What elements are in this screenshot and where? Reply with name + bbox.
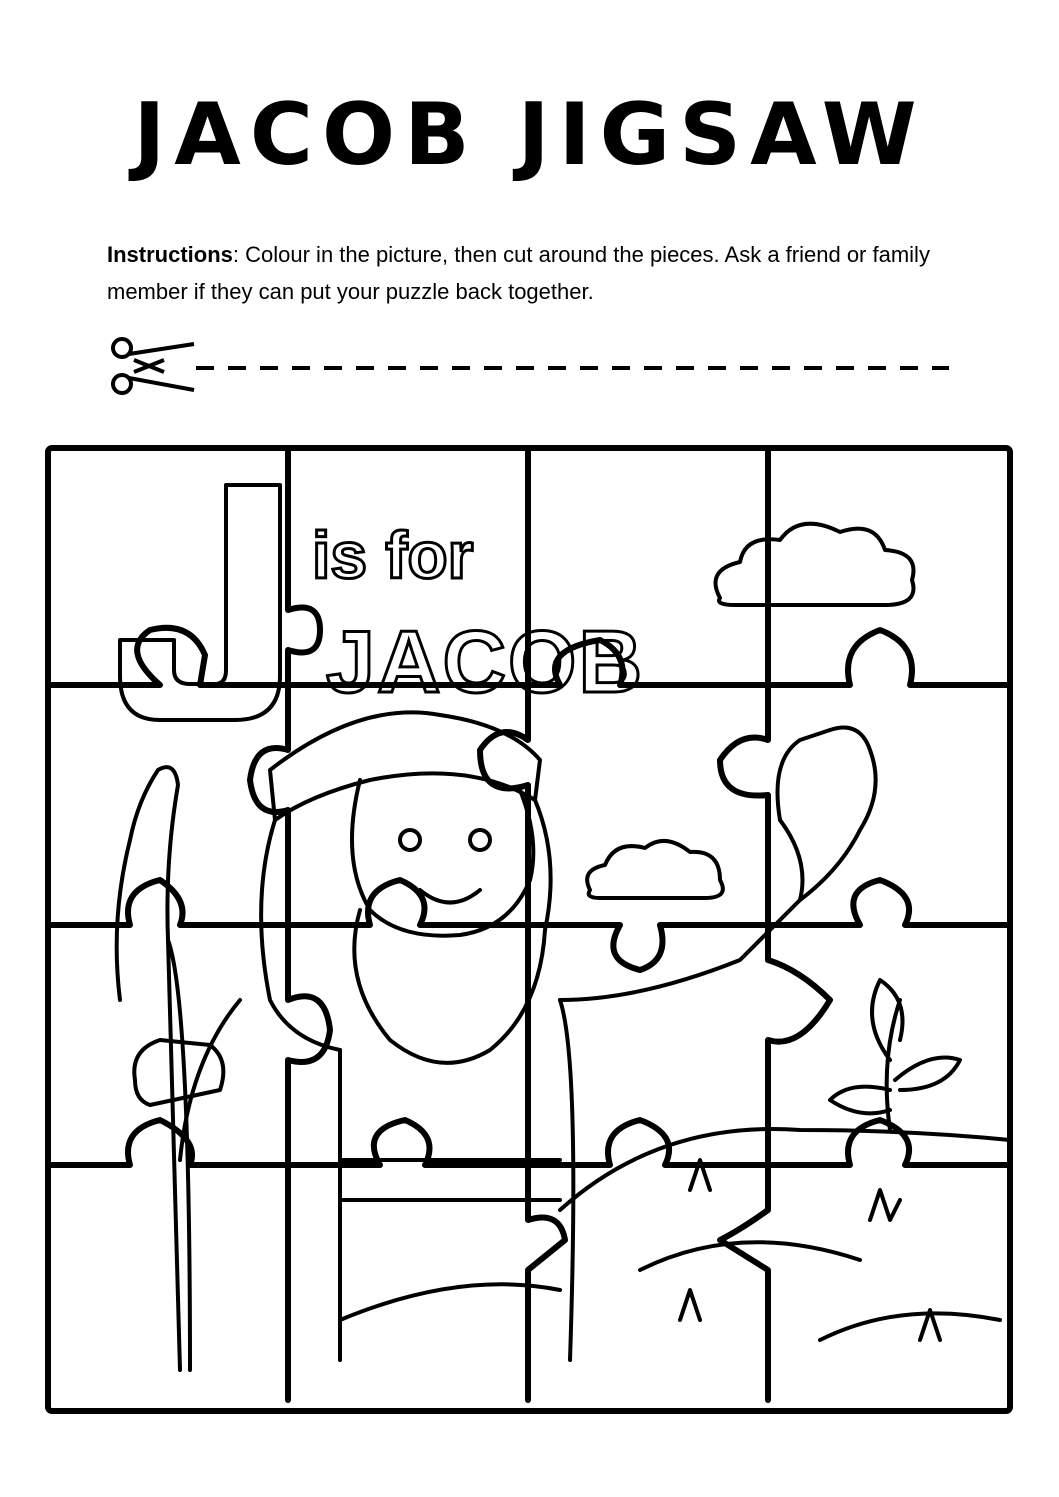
grass — [680, 1160, 940, 1340]
cut-line — [104, 334, 954, 400]
beard — [354, 910, 545, 1063]
cloud-large — [716, 524, 914, 605]
plant — [830, 980, 960, 1130]
puzzle-cuts — [48, 448, 1010, 1400]
instructions-text: : Colour in the picture, then cut around the pieces. Ask a friend or family member if they can put your puzzle back together. — [107, 242, 930, 304]
instructions-label: Instructions — [107, 242, 233, 267]
cloud-small — [587, 841, 723, 898]
scissors-icon — [113, 339, 194, 393]
hand — [778, 728, 876, 901]
staff — [117, 767, 190, 1370]
instructions — [107, 236, 967, 310]
eye-left — [400, 830, 420, 850]
eye-right — [470, 830, 490, 850]
page-title: JACOB JIGSAW — [133, 85, 926, 185]
face — [352, 780, 533, 936]
mouth — [420, 890, 480, 903]
jacob-text: JACOB — [326, 612, 645, 711]
headband — [270, 712, 540, 820]
jigsaw-puzzle — [40, 440, 1020, 1420]
is-for-text: is for — [312, 518, 474, 592]
